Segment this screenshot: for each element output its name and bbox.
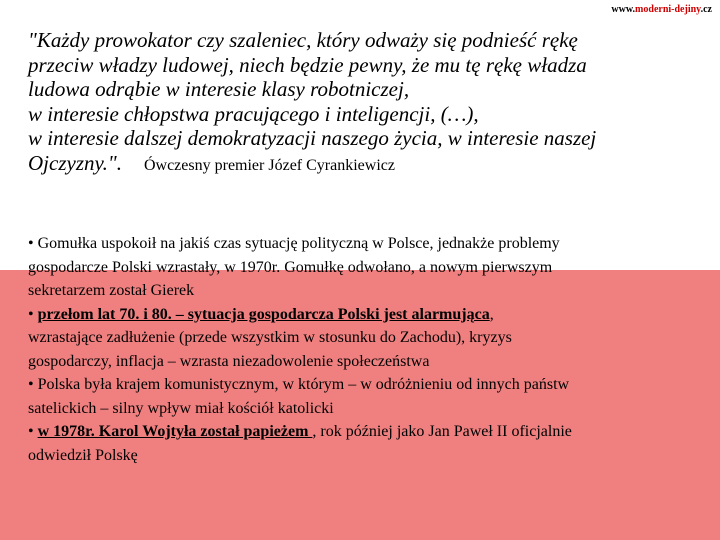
bullet-text: • Polska była krajem komunistycznym, w którym – w odróżnieniu od innych państw bbox=[28, 376, 570, 393]
bullet-marker: • bbox=[28, 305, 38, 323]
quote-line: Ojczyzny.". bbox=[28, 150, 122, 175]
quote-line: w interesie dalszej demokratyzacji naszego życia, w interesie naszej bbox=[28, 126, 597, 150]
site-url-name: moderni-dejiny bbox=[635, 4, 701, 15]
bullet-text: satelickich – silny wpływ miał kościół katolicki bbox=[28, 399, 334, 417]
bullet-item-economy bbox=[28, 303, 718, 327]
cyrankiewicz-quote bbox=[28, 28, 708, 178]
bullet-text: • Gomułka uspokoił na jakiś czas sytuację polityczną w Polsce, jednakże problemy bbox=[28, 235, 560, 252]
bullet-text: , bbox=[489, 305, 494, 323]
quote-line: przeciw władzy ludowej, niech będzie pewny, że mu tę rękę władza bbox=[28, 52, 587, 77]
bullet-text: wzrastające zadłużenie (przede wszystkim w stosunku do Zachodu), kryzys bbox=[28, 329, 512, 346]
bullet-text: odwiedził Polskę bbox=[28, 446, 138, 464]
underlined-heading: w 1978r. Karol Wojtyła został papieżem bbox=[37, 423, 313, 440]
underlined-heading: przełom lat 70. i 80. – sytuacja gospodarcza Polski jest alarmująca bbox=[37, 305, 490, 323]
bullet-text: gospodarczy, inflacja – wzrasta niezadowolenie społeczeństwa bbox=[28, 352, 430, 370]
bullet-text: gospodarcze Polski wzrastały, w 1970r. Gomułkę odwołano, a nowym pierwszym bbox=[28, 258, 553, 276]
bullet-text: , rok później jako Jan Paweł II oficjalnie bbox=[312, 423, 572, 440]
bullet-marker: • bbox=[28, 423, 38, 440]
quote-line: "Każdy prowokator czy szaleniec, który odważy się podnieść rękę bbox=[28, 28, 578, 52]
bullet-text: sekretarzem został Gierek bbox=[28, 282, 195, 299]
site-url-suffix: .cz bbox=[700, 4, 712, 15]
quote-line: w interesie chłopstwa pracującego i inteligencji, (…), bbox=[28, 101, 479, 126]
site-url-prefix: www. bbox=[611, 4, 636, 15]
quote-attribution: Ówczesny premier Józef Cyrankiewicz bbox=[143, 156, 395, 174]
bullet-item-pope bbox=[28, 420, 718, 444]
bullet-list bbox=[28, 232, 718, 467]
quote-last-line bbox=[28, 151, 708, 179]
site-url[interactable] bbox=[611, 4, 712, 15]
quote-line: ludowa odrąbie w interesie klasy robotniczej, bbox=[28, 77, 410, 101]
